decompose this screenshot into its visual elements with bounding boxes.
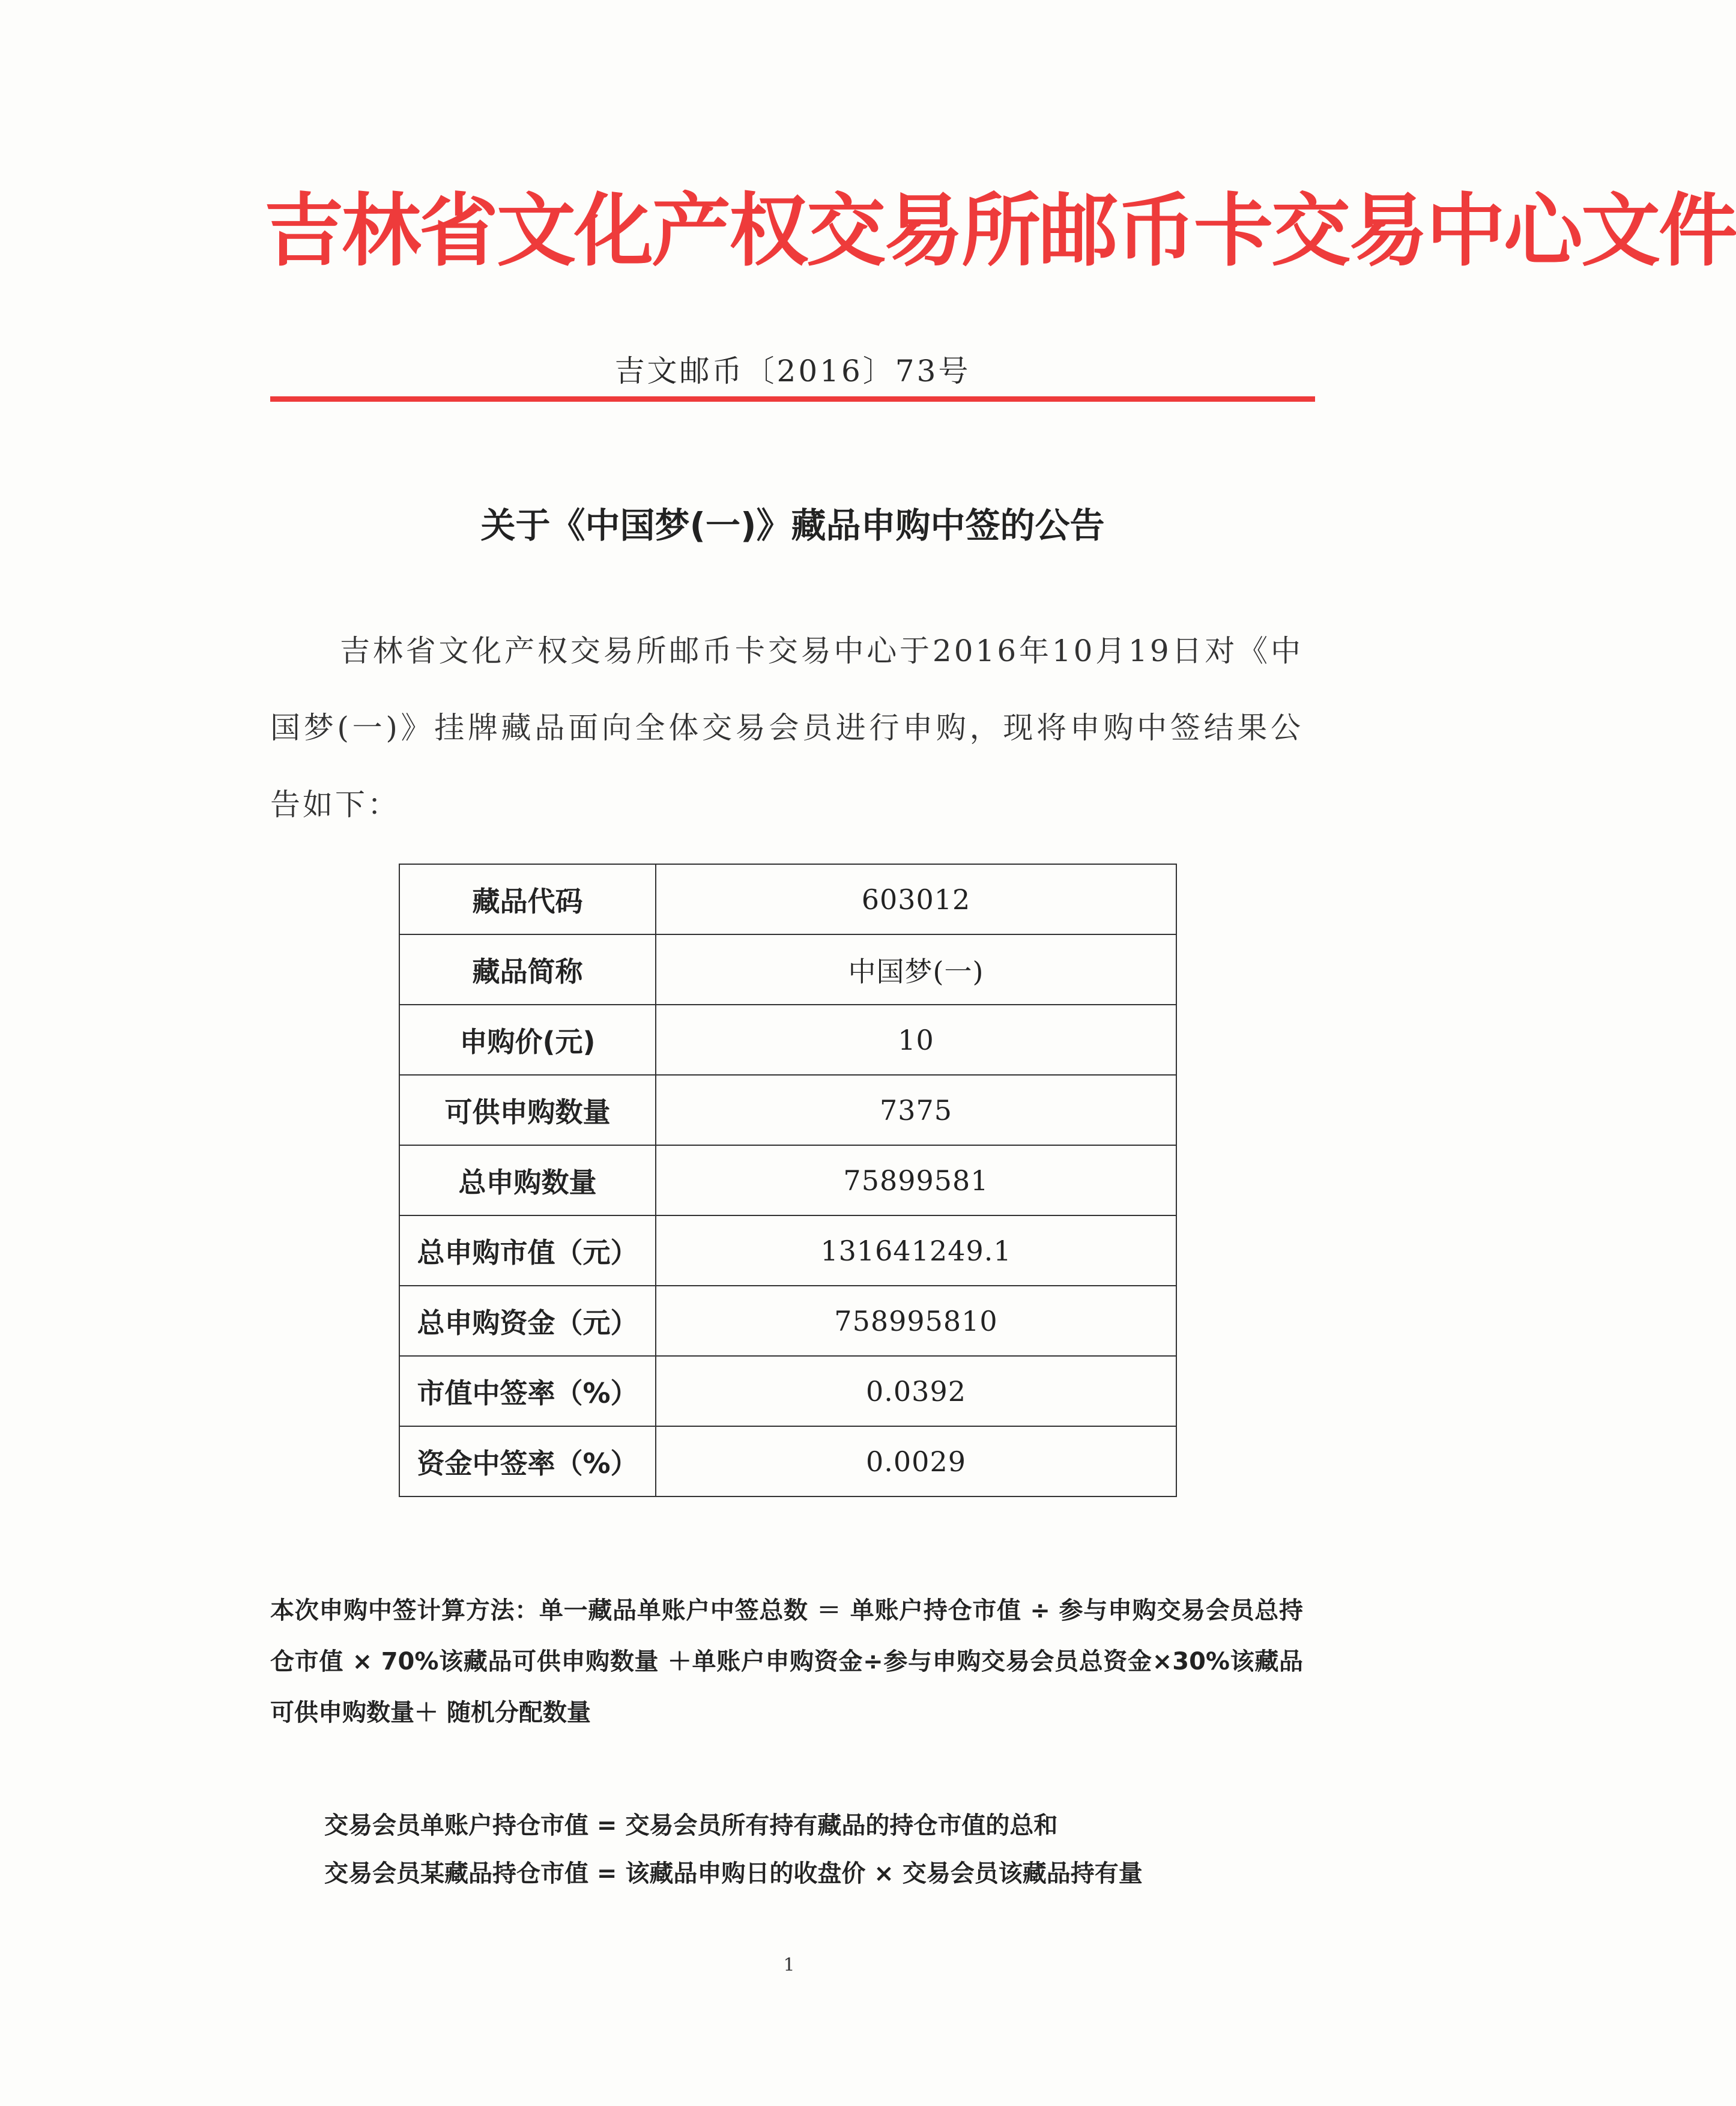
table-row: [399, 1005, 1176, 1075]
table-value-cell: 75899581: [656, 1145, 1176, 1215]
table-value-cell: 0.0392: [656, 1356, 1176, 1426]
document-number: 吉文邮币〔2016〕73号: [614, 354, 971, 389]
table-label-cell: 市值中签率（%）: [399, 1356, 656, 1426]
table-value-cell: 0.0029: [656, 1426, 1176, 1496]
table-row: [399, 864, 1176, 934]
table-value-cell: 758995810: [656, 1286, 1176, 1356]
definition-line: 交易会员单账户持仓市值 = 交易会员所有持有藏品的持仓市值的总和: [324, 1812, 1058, 1839]
calculation-method-paragraph: 本次申购中签计算方法：单一藏品单账户中签总数 ＝ 单账户持仓市值 ÷ 参与申购交易会员总持仓市值 × 70%该藏品可供申购数量 ＋单账户申购资金÷参与申购交易会员总资金×30%该藏品可供申购数量＋ 随机分配数量: [270, 1597, 1303, 1726]
table-label-cell: 藏品简称: [399, 934, 656, 1005]
table-row: [399, 1075, 1176, 1145]
definitions-block: [324, 1802, 1309, 1898]
table-value-cell: 7375: [656, 1075, 1176, 1145]
subscription-results-table: [399, 864, 1177, 1497]
table-value-cell: 131641249.1: [656, 1215, 1176, 1286]
table-label-cell: 藏品代码: [399, 864, 656, 934]
page-number: 1: [783, 1955, 795, 1976]
table-label-cell: 总申购数量: [399, 1145, 656, 1215]
table-label-cell: 资金中签率（%）: [399, 1426, 656, 1496]
table-row: [399, 1145, 1176, 1215]
table-label-cell: 总申购市值（元）: [399, 1215, 656, 1286]
table-value-cell: 603012: [656, 864, 1176, 934]
definition-line: 交易会员某藏品持仓市值 = 该藏品申购日的收盘价 × 交易会员该藏品持有量: [324, 1860, 1143, 1887]
table-row: [399, 1286, 1176, 1356]
table-value-cell: 10: [656, 1005, 1176, 1075]
red-divider-line: [270, 396, 1315, 402]
table-label-cell: 申购价(元): [399, 1005, 656, 1075]
table-label-cell: 可供申购数量: [399, 1075, 656, 1145]
announcement-title: 关于《中国梦(一)》藏品申购中签的公告: [480, 505, 1105, 546]
table-row: [399, 1215, 1176, 1286]
table-row: [399, 1356, 1176, 1426]
table-label-cell: 总申购资金（元）: [399, 1286, 656, 1356]
table-row: [399, 934, 1176, 1005]
table-row: [399, 1426, 1176, 1496]
letterhead-title: 吉林省文化产权交易所邮币卡交易中心文件: [264, 185, 1736, 277]
intro-paragraph: 吉林省文化产权交易所邮币卡交易中心于2016年10月19日对《中国梦(一)》挂牌藏品面向全体交易会员进行申购，现将申购中签结果公告如下：: [270, 634, 1303, 822]
table-value-cell: 中国梦(一): [656, 934, 1176, 1005]
